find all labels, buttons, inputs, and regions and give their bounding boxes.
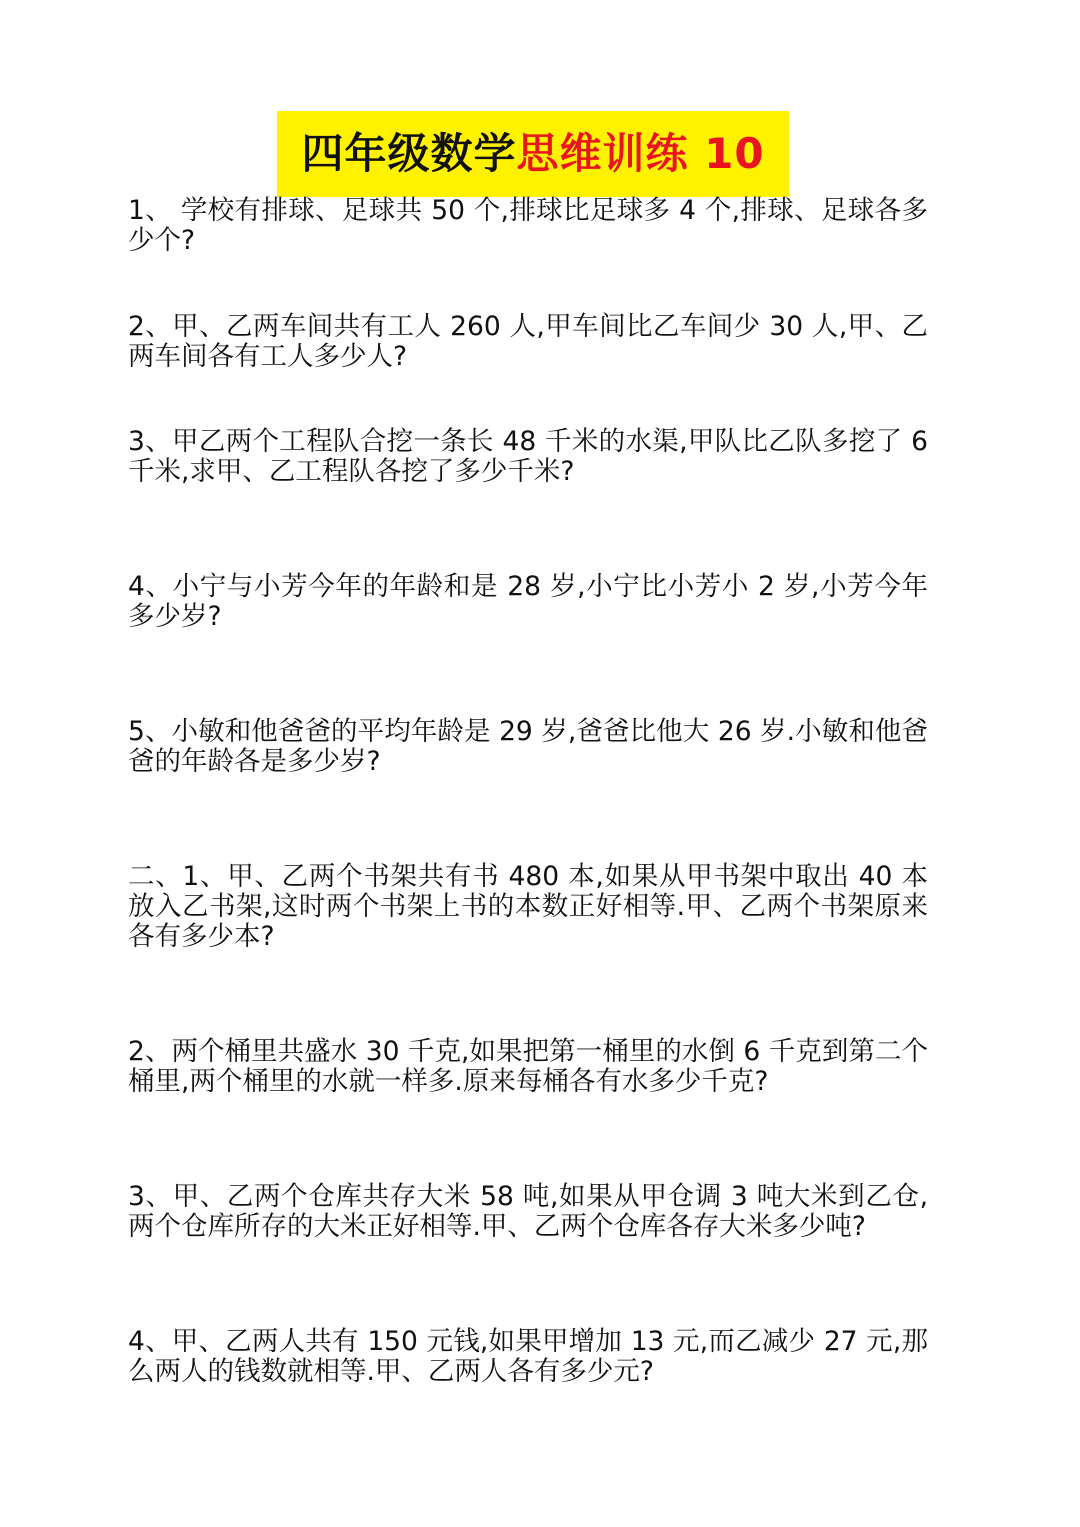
question-section2-1: 二、1、甲、乙两个书架共有书 480 本,如果从甲书架中取出 40 本放入乙书架,这时两个书架上书的本数正好相等.甲、乙两个书架原来各有多少本? xyxy=(128,861,928,952)
question-section2-4: 4、甲、乙两人共有 150 元钱,如果甲增加 13 元,而乙减少 27 元,那么两人的钱数就相等.甲、乙两人各有多少元? xyxy=(128,1326,928,1387)
title-part-grade: 四年级数学 xyxy=(301,129,517,178)
title-banner xyxy=(277,111,789,197)
question-3: 3、甲乙两个工程队合挖一条长 48 千米的水渠,甲队比乙队多挖了 6 千米,求甲、乙工程队各挖了多少千米? xyxy=(128,426,928,487)
question-4: 4、小宁与小芳今年的年龄和是 28 岁,小宁比小芳小 2 岁,小芳今年多少岁? xyxy=(128,571,928,632)
page-title xyxy=(301,129,765,178)
question-section2-3: 3、甲、乙两个仓库共存大米 58 吨,如果从甲仓调 3 吨大米到乙仓,两个仓库所存的大米正好相等.甲、乙两个仓库各存大米多少吨? xyxy=(128,1181,928,1242)
question-2: 2、甲、乙两车间共有工人 260 人,甲车间比乙车间少 30 人,甲、乙两车间各有工人多少人? xyxy=(128,311,928,372)
question-5: 5、小敏和他爸爸的平均年龄是 29 岁,爸爸比他大 26 岁.小敏和他爸爸的年龄各是多少岁? xyxy=(128,716,928,777)
question-1: 1、 学校有排球、足球共 50 个,排球比足球多 4 个,排球、足球各多少个? xyxy=(128,195,928,256)
title-part-training: 思维训练 10 xyxy=(516,129,765,178)
question-section2-2: 2、两个桶里共盛水 30 千克,如果把第一桶里的水倒 6 千克到第二个桶里,两个桶里的水就一样多.原来每桶各有水多少千克? xyxy=(128,1036,928,1097)
